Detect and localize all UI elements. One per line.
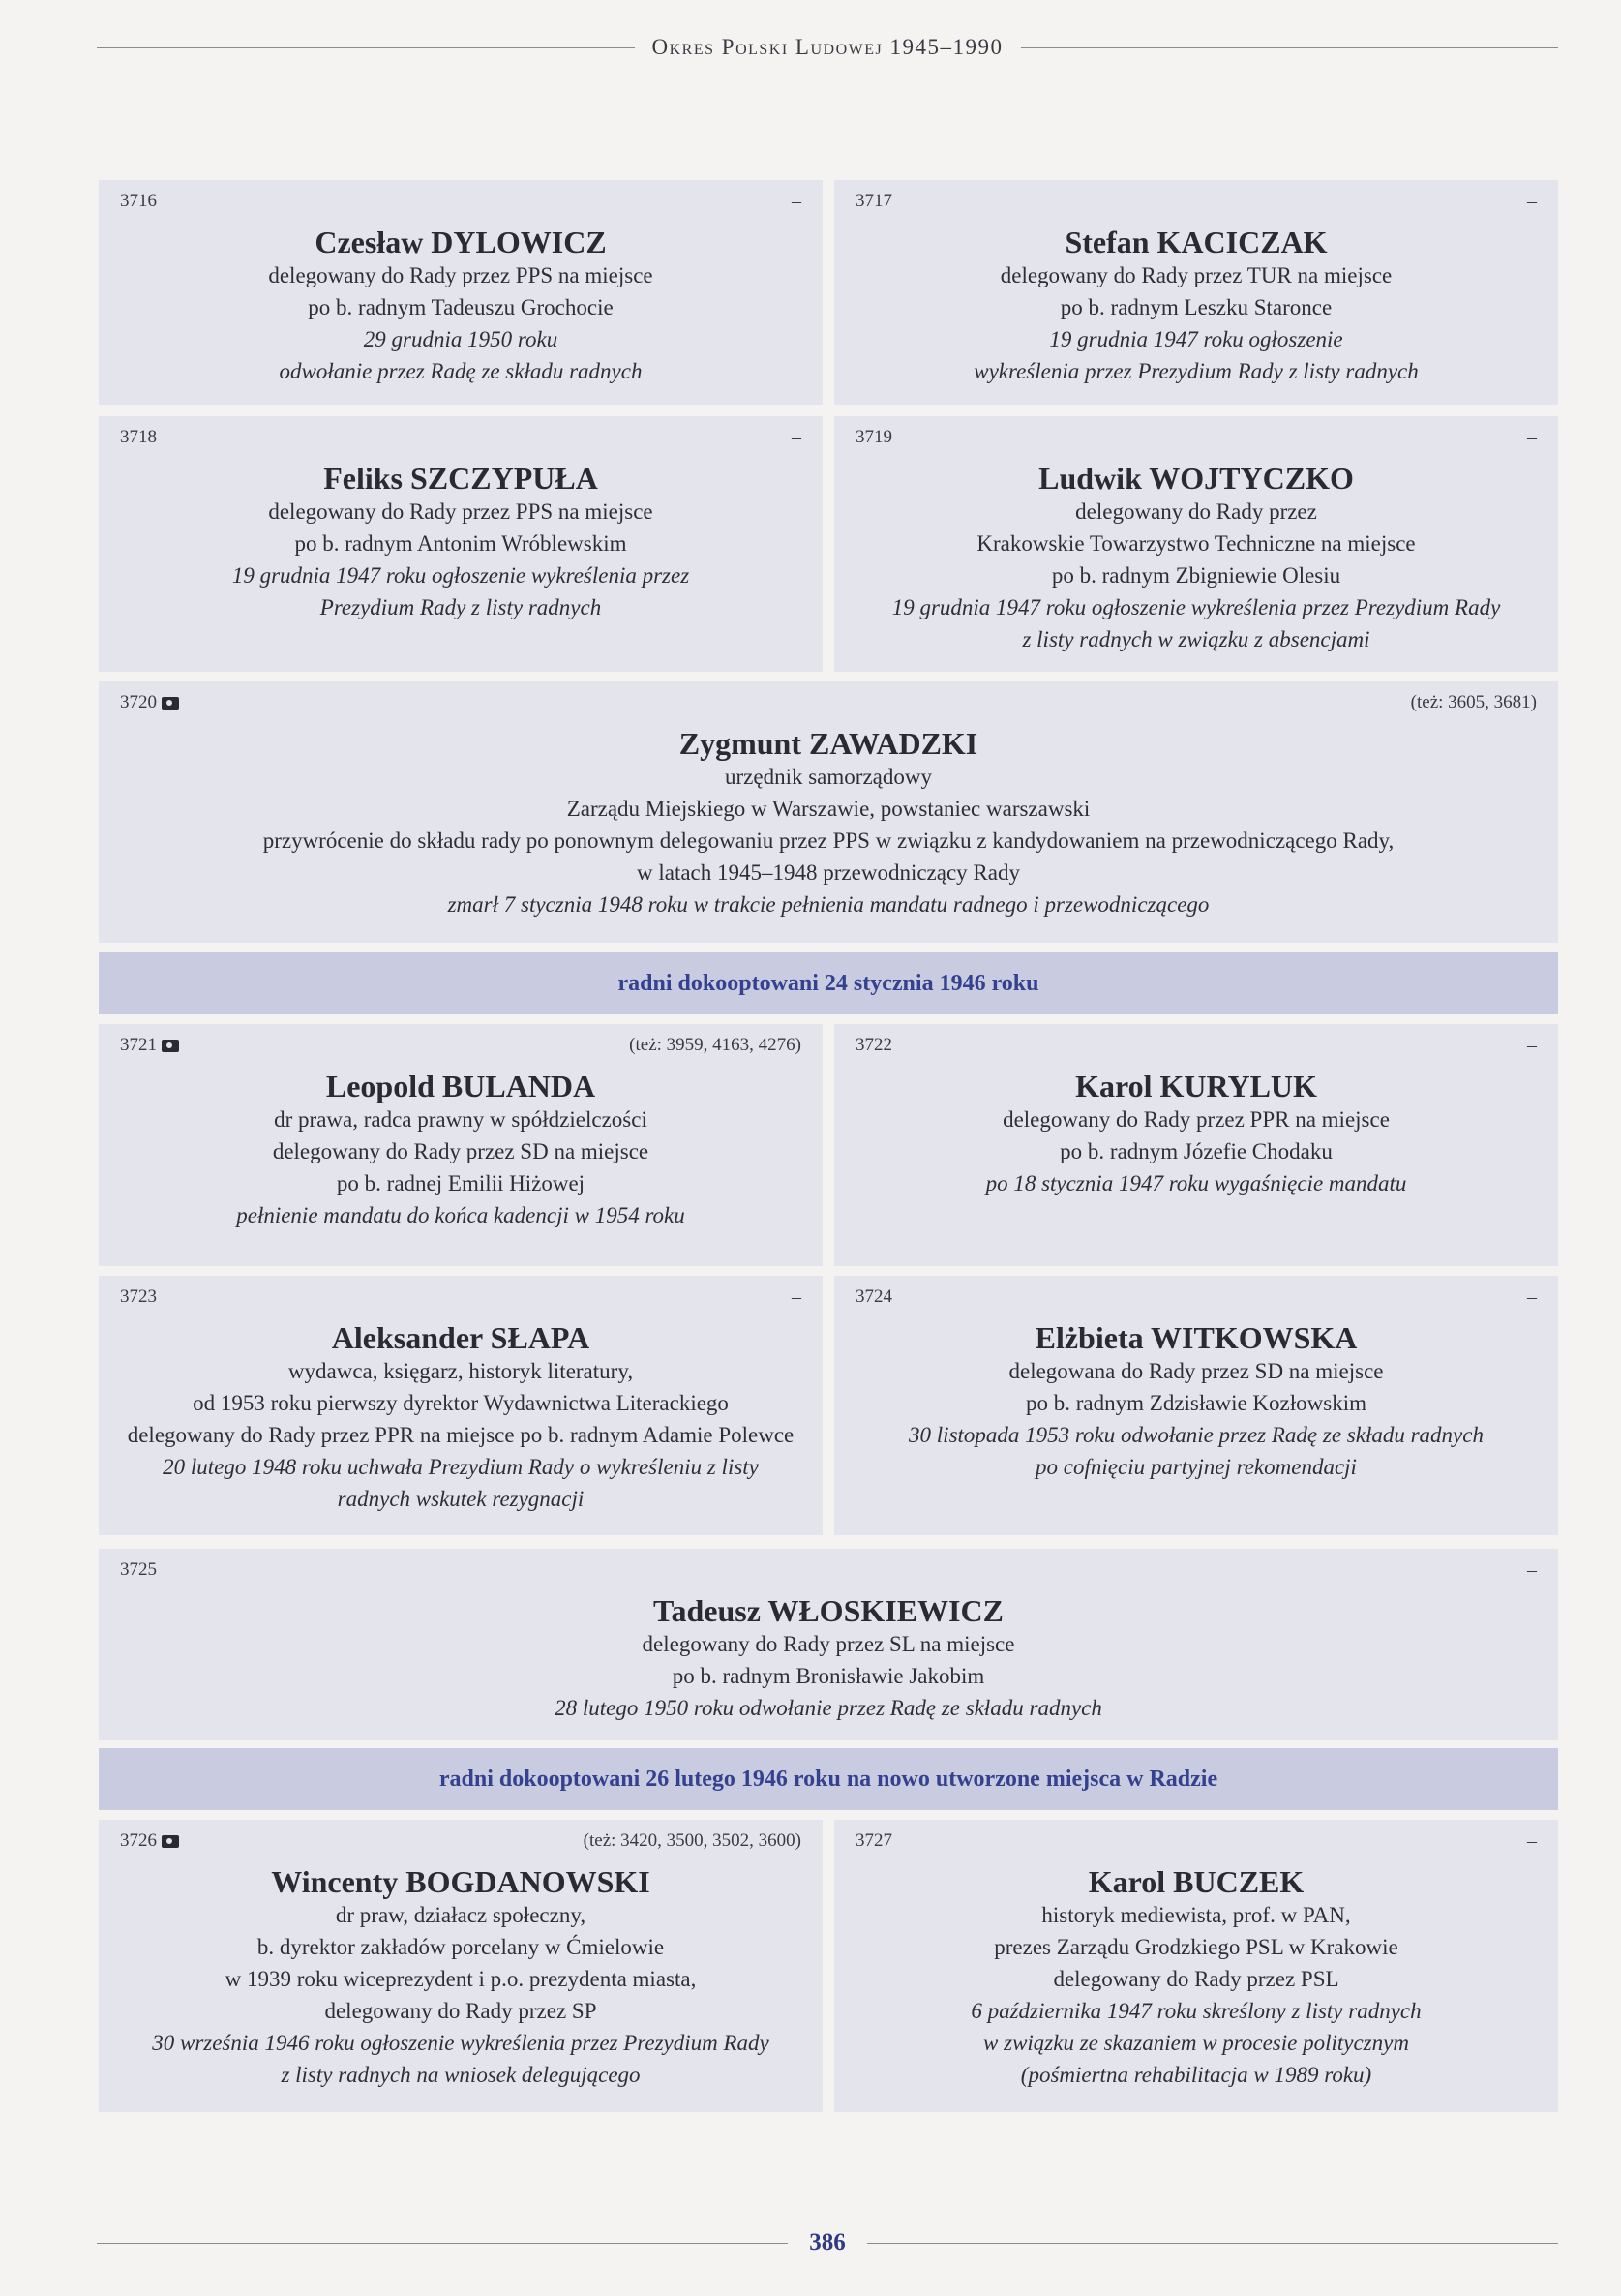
entry-note: w związku ze skazaniem w procesie politycznym — [983, 2031, 1409, 2055]
entry-card — [834, 416, 1558, 672]
entry-card — [99, 1024, 823, 1266]
entry-note: z listy radnych w związku z absencjami — [1022, 627, 1370, 651]
entry-line: delegowany do Rady przez PPS na miejsce — [268, 263, 653, 287]
entry-line: po b. radnym Antonim Wróblewskim — [294, 531, 627, 556]
entry-number-text: 3727 — [856, 1830, 892, 1851]
entry-number — [120, 191, 157, 212]
entry-line: Zarządu Miejskiego w Warszawie, powstaniec warszawski — [566, 797, 1091, 821]
entry-note: radnych wskutek rezygnacji — [337, 1487, 585, 1511]
entry-number — [856, 427, 892, 448]
cross-reference: (też: 3959, 4163, 4276) — [629, 1035, 801, 1055]
entry-note: Prezydium Rady z listy radnych — [319, 595, 602, 619]
entry-number-text: 3719 — [856, 427, 892, 447]
entry-number-text: 3716 — [120, 191, 157, 211]
entry-line: po b. radnym Józefie Chodaku — [1060, 1139, 1333, 1163]
cross-reference: (też: 3605, 3681) — [1410, 692, 1537, 712]
entry-line: dr praw, działacz społeczny, — [335, 1903, 586, 1927]
entry-line: delegowany do Rady przez SL na miejsce — [642, 1632, 1015, 1656]
entry-card — [834, 1820, 1558, 2112]
entry-note: 28 lutego 1950 roku odwołanie przez Radę ze składu radnych — [555, 1696, 1102, 1720]
entry-number — [120, 1286, 157, 1308]
entry-line: delegowany do Rady przez PSL — [1053, 1967, 1339, 1991]
entry-marker: – — [1527, 1035, 1537, 1056]
entry-note: 19 grudnia 1947 roku ogłoszenie wykreślenia przez Prezydium Rady — [891, 595, 1501, 619]
person-name: Elżbieta WITKOWSKA — [1035, 1320, 1358, 1355]
camera-icon — [162, 697, 179, 710]
entry-line: wydawca, księgarz, historyk literatury, — [287, 1359, 634, 1383]
entry-note: 29 grudnia 1950 roku — [363, 327, 558, 351]
entry-number-text: 3717 — [856, 191, 892, 211]
entry-line: po b. radnym Tadeuszu Grochocie — [308, 295, 614, 319]
entry-card — [99, 180, 823, 405]
entry-line: delegowany do Rady przez PPR na miejsce — [1003, 1107, 1390, 1132]
entry-note: 6 października 1947 roku skreślony z listy radnych — [971, 1999, 1422, 2023]
header-rule-left — [97, 47, 635, 48]
entry-number-text: 3725 — [120, 1559, 157, 1580]
person-name: Karol KURYLUK — [1075, 1069, 1317, 1103]
person-name: Aleksander SŁAPA — [331, 1320, 590, 1355]
entry-number — [120, 1830, 179, 1852]
entry-line: delegowany do Rady przez PPR na miejsce po b. radnym Adamie Polewce — [127, 1423, 795, 1447]
entry-line: po b. radnym Bronisławie Jakobim — [672, 1664, 985, 1688]
entry-number-text: 3721 — [120, 1035, 157, 1055]
person-name: Ludwik WOJTYCZKO — [1038, 461, 1354, 496]
header-title: Okres Polski Ludowej 1945–1990 — [651, 35, 1004, 59]
footer-rule-right — [867, 2243, 1558, 2244]
person-name: Stefan KACICZAK — [1065, 225, 1328, 259]
entry-marker: – — [1527, 1830, 1537, 1852]
entry-note: wykreślenia przez Prezydium Rady z listy radnych — [974, 359, 1419, 383]
entry-marker: – — [1527, 191, 1537, 212]
person-name: Czesław DYLOWICZ — [315, 225, 607, 259]
entry-number — [856, 1830, 892, 1852]
person-name: Feliks SZCZYPUŁA — [323, 461, 598, 496]
entry-note: 20 lutego 1948 roku uchwała Prezydium Rady o wykreśleniu z listy — [163, 1455, 759, 1479]
entry-card — [834, 1024, 1558, 1266]
person-name: Karol BUCZEK — [1088, 1864, 1305, 1899]
entry-note: z listy radnych na wniosek delegującego — [281, 2063, 641, 2087]
entry-note: 19 grudnia 1947 roku ogłoszenie — [1049, 327, 1343, 351]
entry-number-text: 3722 — [856, 1035, 892, 1055]
entry-marker: – — [792, 191, 801, 212]
entry-marker: – — [1527, 427, 1537, 448]
entry-number — [856, 191, 892, 212]
entry-note: (pośmiertna rehabilitacja w 1989 roku) — [1020, 2063, 1372, 2087]
entry-card — [834, 180, 1558, 405]
entry-line: Krakowskie Towarzystwo Techniczne na miejsce — [976, 531, 1416, 556]
entry-card — [99, 1276, 823, 1535]
entry-note: 30 listopada 1953 roku odwołanie przez Radę ze składu radnych — [909, 1423, 1484, 1447]
entry-line: delegowany do Rady przez — [1075, 499, 1317, 524]
entry-number-text: 3724 — [856, 1286, 892, 1307]
person-name: Wincenty BOGDANOWSKI — [271, 1864, 650, 1899]
entry-number — [120, 427, 157, 448]
entry-line: po b. radnej Emilii Hiżowej — [336, 1171, 585, 1195]
footer-rule-left — [97, 2243, 788, 2244]
entry-line: delegowana do Rady przez SD na miejsce — [1008, 1359, 1384, 1383]
entry-number-text: 3720 — [120, 692, 157, 712]
entry-number — [120, 1559, 157, 1581]
entry-marker: – — [1527, 1559, 1537, 1581]
person-name: Zygmunt ZAWADZKI — [678, 726, 978, 761]
entry-note: odwołanie przez Radę ze składu radnych — [279, 359, 643, 383]
entry-line: w 1939 roku wiceprezydent i p.o. prezydenta miasta, — [225, 1967, 697, 1991]
entry-number — [120, 1035, 179, 1056]
section-band: radni dokooptowani 26 lutego 1946 roku na nowo utworzone miejsca w Radzie — [99, 1748, 1558, 1810]
entry-card — [99, 1549, 1558, 1740]
entry-card — [99, 416, 823, 672]
entry-line: od 1953 roku pierwszy dyrektor Wydawnictwa Literackiego — [193, 1391, 729, 1415]
entry-line: historyk mediewista, prof. w PAN, — [1041, 1903, 1351, 1927]
entry-line: b. dyrektor zakładów porcelany w Ćmielowie — [256, 1935, 665, 1959]
entry-note: 30 września 1946 roku ogłoszenie wykreślenia przez Prezydium Rady — [152, 2031, 769, 2055]
entry-note: pełnienie mandatu do końca kadencji w 1954 roku — [236, 1203, 685, 1227]
person-name: Tadeusz WŁOSKIEWICZ — [653, 1593, 1004, 1628]
entry-card — [99, 1820, 823, 2112]
entry-line: po b. radnym Zbigniewie Olesiu — [1051, 563, 1341, 588]
entry-line: delegowany do Rady przez SP — [324, 1999, 597, 2023]
entry-marker: – — [792, 1286, 801, 1308]
entry-line: urzędnik samorządowy — [725, 765, 932, 789]
entry-line: prezes Zarządu Grodzkiego PSL w Krakowie — [994, 1935, 1398, 1959]
section-band: radni dokooptowani 24 stycznia 1946 roku — [99, 952, 1558, 1014]
entry-line: po b. radnym Zdzisławie Kozłowskim — [1026, 1391, 1366, 1415]
entry-number-text: 3726 — [120, 1830, 157, 1851]
entry-line: przywrócenie do składu rady po ponownym delegowaniu przez PPS w związku z kandydowaniem na przewodniczącego Rady, — [262, 829, 1395, 853]
entry-line: dr prawa, radca prawny w spółdzielczości — [274, 1107, 647, 1132]
cross-reference: (też: 3420, 3500, 3502, 3600) — [583, 1830, 801, 1851]
entry-note: po 18 stycznia 1947 roku wygaśnięcie mandatu — [985, 1171, 1407, 1195]
entry-number — [120, 692, 179, 713]
entry-line: delegowany do Rady przez SD na miejsce — [272, 1139, 649, 1163]
entry-number — [856, 1035, 892, 1056]
header-rule-right — [1021, 47, 1559, 48]
entry-line: delegowany do Rady przez TUR na miejsce — [1000, 263, 1393, 287]
entry-card — [834, 1276, 1558, 1535]
entry-number — [856, 1286, 892, 1308]
entry-marker: – — [1527, 1286, 1537, 1308]
entry-note: po cofnięciu partyjnej rekomendacji — [1036, 1455, 1357, 1479]
entry-line: delegowany do Rady przez PPS na miejsce — [268, 499, 653, 524]
camera-icon — [162, 1040, 179, 1052]
entry-number-text: 3723 — [120, 1286, 157, 1307]
entry-marker: – — [792, 427, 801, 448]
entry-note: 19 grudnia 1947 roku ogłoszenie wykreślenia przez — [231, 563, 690, 588]
page-number: 386 — [809, 2229, 846, 2255]
entry-line: po b. radnym Leszku Staronce — [1060, 295, 1333, 319]
entry-card — [99, 681, 1558, 943]
page-footer — [97, 2226, 1558, 2259]
running-header — [97, 33, 1558, 62]
entry-line: w latach 1945–1948 przewodniczący Rady — [637, 861, 1020, 885]
camera-icon — [162, 1835, 179, 1848]
entry-note: zmarł 7 stycznia 1948 roku w trakcie pełnienia mandatu radnego i przewodniczącego — [447, 892, 1210, 917]
entry-number-text: 3718 — [120, 427, 157, 447]
person-name: Leopold BULANDA — [325, 1069, 596, 1103]
